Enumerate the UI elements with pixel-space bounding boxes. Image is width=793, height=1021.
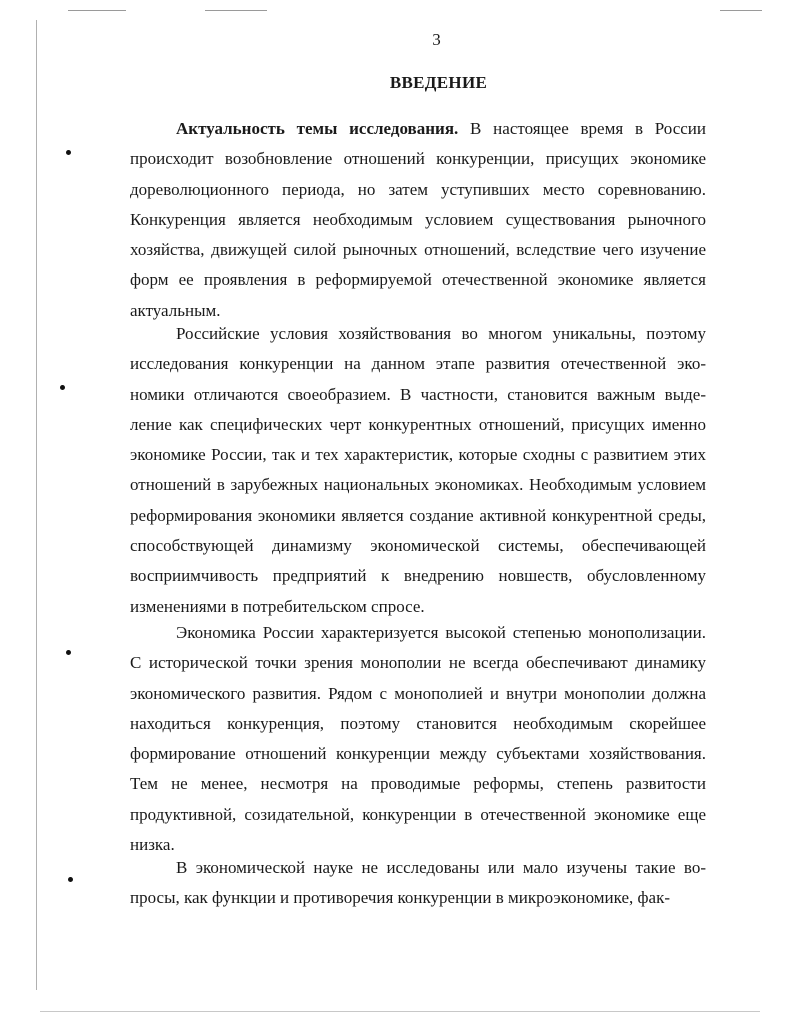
punch-hole-mark-1 <box>66 150 71 155</box>
paragraph-text: В экономической науке не исследованы или мало изучены такие вопросы, как функции и противоречия конкуренции в микроэкономике, фак- <box>130 858 706 908</box>
punch-hole-mark-2 <box>60 385 65 390</box>
scan-edge-top-middle <box>205 10 267 11</box>
scan-edge-bottom <box>40 1011 760 1012</box>
paragraph-4 <box>130 853 706 914</box>
paragraph-3 <box>130 618 706 860</box>
punch-hole-mark-4 <box>68 877 73 882</box>
paragraph-2 <box>130 319 706 622</box>
paragraph-lead: Актуальность темы исследования. <box>176 119 459 138</box>
scan-edge-left <box>36 20 37 990</box>
paragraph-1 <box>130 114 706 326</box>
scan-edge-top-left <box>68 10 126 11</box>
punch-hole-mark-3 <box>66 650 71 655</box>
page-title: ВВЕДЕНИЕ <box>389 73 488 92</box>
page-number: 3 <box>432 30 441 49</box>
paragraph-text: Экономика России характеризуется высокой степенью монополизации. С исторической точки зрения монополии не всегда обеспечивают динамику экономического развития. Рядом с монополией и внутри монополии должна находиться конкуренция, поэтому становится необходимым скорейшее формирование отношений конкуренции между субъектами хозяйствования. Тем не менее, несмотря на проводимые реформы, степень развитости продуктивной, созидательной, конкуренции в отечественной экономике еще низка. <box>130 623 706 855</box>
scan-edge-top-right <box>720 10 762 11</box>
paragraph-text: В настоящее время в России происходит возобновление отношений конкуренции, присущих экономике дореволюционного периода, но затем уступивших место соревнованию. Конкуренция является необходимым условием существования рыночного хозяйства, движущей силой рыночных отношений, вследствие чего изучение форм ее проявления в реформируемой отечественной экономике является актуальным. <box>130 119 707 320</box>
paragraph-text: Российские условия хозяйствования во многом уникальны, поэтому исследования конкуренции на данном этапе развития отечественной экономики отличаются своеобразием. В частности, становится важным выделение как специфических черт конкурентных отношений, присущих именно экономике России, так и тех характеристик, которые сходны с развитием этих отношений в зарубежных национальных экономиках. Необходимым условием реформирования экономики является создание активной конкурентной среды, способствующей динамизму экономической системы, обеспечивающей восприимчивость предприятий к внедрению новшеств, обусловленному изменениями в потребительском спросе. <box>130 324 706 616</box>
